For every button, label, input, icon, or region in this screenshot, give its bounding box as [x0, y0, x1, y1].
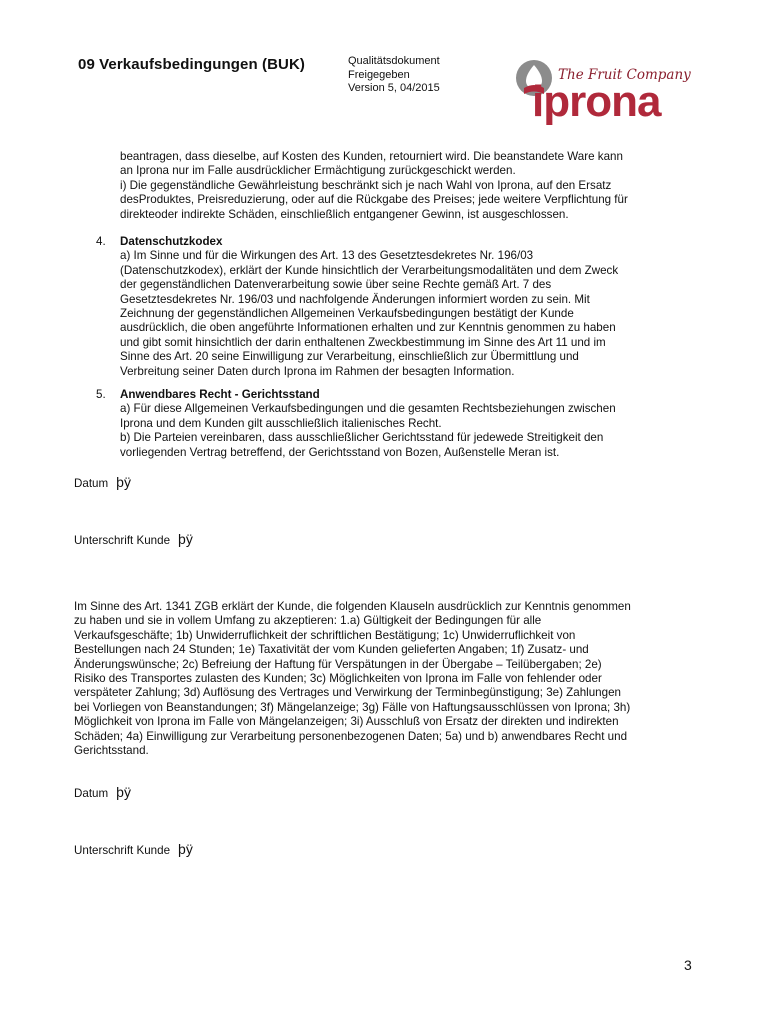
logo-brand: iprona [532, 77, 661, 126]
date-field[interactable] [74, 474, 131, 490]
text-line: b) Die Parteien vereinbaren, dass ausschließlicher Gerichtsstand für jedewede Streitigkeit den [120, 431, 604, 445]
date-label: Datum [74, 787, 109, 800]
text-line: desProduktes, Preisreduzierung, oder auf die Rückgabe des Preises; jede weitere Verpflichtung für [120, 193, 628, 207]
date-field[interactable] [74, 784, 131, 800]
text-line: zu haben und sie in vollem Umfang zu akzeptieren: 1.a) Gültigkeit der Bedingungen für alle [74, 614, 542, 628]
text-line: Gesetztesdekretes Nr. 196/03 und nachfolgende Änderungen informiert worden zu sein. Mit [120, 292, 590, 306]
text-line: Iprona und dem Kunden gilt ausschließlich italienisches Recht. [120, 416, 442, 430]
continuation-paragraph [120, 150, 705, 222]
text-line: a) Im Sinne und für die Wirkungen des Art. 13 des Gesetztesdekretes Nr. 196/03 [120, 249, 534, 263]
section-datenschutz [120, 235, 705, 379]
text-line: Änderungswünsche; 2c) Befreiung der Haftung für Verspätungen in der Übergabe – Teilübergaben; 2e) [74, 657, 602, 671]
section-anwendbares-recht [120, 388, 705, 460]
text-line: Schäden; 4a) Einwilligung zur Verarbeitung personenbezogenen Daten; 5a) und b) anwendbares Recht und [74, 729, 628, 743]
date-value[interactable]: þÿ [116, 474, 131, 490]
section-number: 5. [96, 388, 106, 401]
text-line: Zeichnung der gegenständlichen Allgemeinen Verkaufsbedingungen bestätigt der Kunde [120, 307, 574, 321]
signature-field[interactable] [74, 841, 193, 857]
text-line: Risiko des Transportes zulasten des Kunden; 3c) Möglichkeiten von Iprona im Falle von fehlender oder [74, 672, 602, 686]
text-line: verspäteter Zahlung; 3d) Auflösung des Vertrages und Verwirkung der Terminbegünstigung; 3e) Zahlungen [74, 686, 621, 700]
text-line: Im Sinne des Art. 1341 ZGB erklärt der Kunde, die folgenden Klauseln ausdrücklich zur Kenntnis genommen [74, 600, 631, 613]
date-label: Datum [74, 477, 109, 490]
text-line: vorliegenden Vertrag betreffend, der Gerichtsstand von Bozen, Außenstelle Meran ist. [120, 445, 560, 459]
document-meta [348, 55, 440, 96]
text-line: ausdrücklich, die oben angeführte Informationen erhalten und zur Kenntnis genommen zu haben [120, 321, 616, 335]
text-line: bei Vorliegen von Beanstandungen; 3f) Mängelanzeige; 3g) Fälle von Haftungsausschlüssen von Iprona; 3h) [74, 700, 631, 714]
signature-label: Unterschrift Kunde [74, 534, 171, 547]
text-line: Gerichtsstand. [74, 744, 149, 758]
meta-type: Qualitätsdokument [348, 55, 440, 67]
signature-field[interactable] [74, 531, 193, 547]
meta-status: Freigegeben [348, 68, 410, 81]
section-title: Datenschutzkodex [120, 235, 223, 248]
document-title: 09 Verkaufsbedingungen (BUK) [78, 56, 306, 73]
section-title: Anwendbares Recht - Gerichtsstand [120, 388, 320, 401]
closing-paragraph [74, 600, 704, 758]
text-line: Sinne des Art. 20 seine Einwilligung zur Verarbeitung, einschließlich zur Übermittlung und [120, 350, 579, 364]
text-line: und gibt somit hinsichtlich der darin enthaltenen Zweckbestimmung im Sinne des Art 11 und im [120, 335, 606, 349]
text-line: i) Die gegenständliche Gewährleistung beschränkt sich je nach Wahl von Iprona, auf den Ersatz [120, 178, 612, 192]
text-line: an Iprona nur im Falle ausdrücklicher Ermächtigung zurückgeschickt werden. [120, 164, 516, 178]
iprona-logo [514, 55, 694, 130]
logo-tagline: The Fruit Company [558, 67, 691, 83]
text-line: Bestellungen nach 24 Stunden; 1e) Taxativität der vom Kunden gelieferten Angaben; 1f) Zusatz- und [74, 643, 589, 657]
text-line: beantragen, dass dieselbe, auf Kosten des Kunden, retourniert wird. Die beanstandete Ware kann [120, 150, 623, 163]
section-number: 4. [96, 235, 106, 248]
signature-value[interactable]: þÿ [178, 841, 193, 857]
date-value[interactable]: þÿ [116, 784, 131, 800]
signature-value[interactable]: þÿ [178, 531, 193, 547]
text-line: (Datenschutzkodex), erklärt der Kunde hinsichtlich der Verarbeitungsmodalitäten und dem Zweck [120, 263, 619, 277]
text-line: Verbreitung seiner Daten durch Iprona im Rahmen der besagten Information. [120, 364, 515, 378]
signature-label: Unterschrift Kunde [74, 844, 171, 857]
text-line: Verkaufsgeschäfte; 1b) Unwiderruflichkeit der schriftlichen Bestätigung; 1c) Unwiderruflichkeit von [74, 628, 576, 642]
text-line: direkteoder indirekte Schäden, einschließlich entgangener Gewinn, ist ausgeschlossen. [120, 207, 569, 221]
text-line: der gegenständlichen Datenverarbeitung sowie über seine Rechte gemäß Art. 7 des [120, 278, 552, 292]
meta-version: Version 5, 04/2015 [348, 82, 440, 94]
text-line: Möglichkeit von Iprona im Falle von Mängelanzeigen; 3i) Ausschluß von Ersatz der direkten und indirekten [74, 715, 619, 729]
text-line: a) Für diese Allgemeinen Verkaufsbedingungen und die gesamten Rechtsbeziehungen zwischen [120, 402, 616, 416]
page-number: 3 [684, 957, 692, 973]
